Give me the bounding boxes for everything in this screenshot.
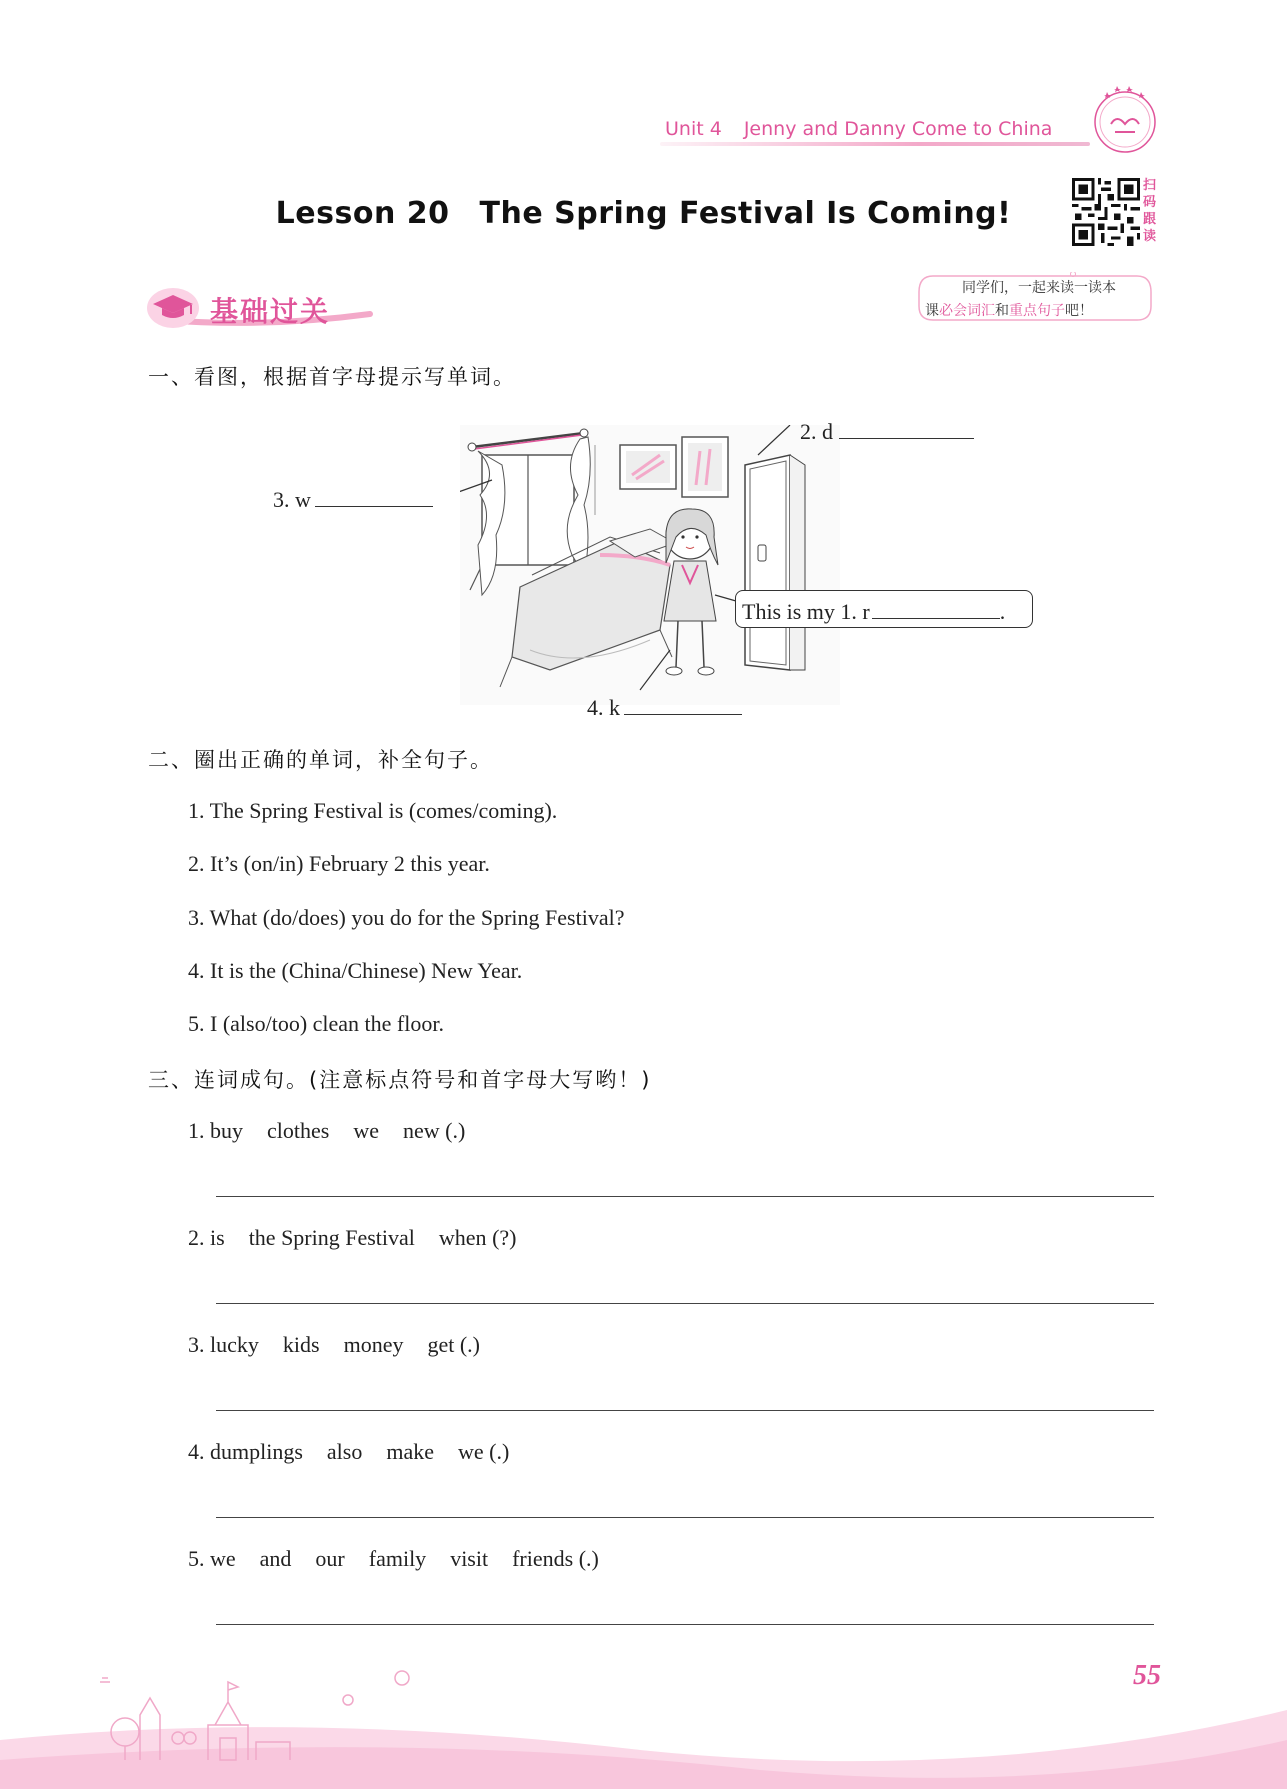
answer-line[interactable] bbox=[216, 1410, 1154, 1411]
part2-item: 1. The Spring Festival is (comes/coming). bbox=[188, 798, 558, 823]
part3-item bbox=[188, 1332, 480, 1358]
item-number: 2. bbox=[188, 1225, 205, 1250]
tip-highlight: 必会词汇 bbox=[939, 303, 995, 319]
unit-number: Unit 4 bbox=[665, 118, 722, 140]
lesson-number: Lesson 20 bbox=[275, 196, 450, 231]
qr-label-char: 扫 bbox=[1143, 178, 1157, 193]
blank-kid[interactable] bbox=[624, 692, 742, 715]
word: visit bbox=[450, 1546, 489, 1571]
word: dumplings bbox=[210, 1439, 303, 1464]
part2-item: 5. I (also/too) clean the floor. bbox=[188, 1011, 444, 1036]
lesson-name: The Spring Festival Is Coming! bbox=[479, 196, 1012, 231]
girl-speech-suffix: . bbox=[999, 599, 1006, 624]
word: lucky bbox=[210, 1332, 259, 1357]
word: our bbox=[315, 1546, 345, 1571]
word: is bbox=[210, 1225, 225, 1250]
word: clothes bbox=[267, 1118, 330, 1143]
tip-text: 和 bbox=[995, 303, 1009, 319]
part3-item bbox=[188, 1439, 509, 1465]
girl-speech-prefix: This is my 1. r bbox=[742, 599, 870, 624]
qr-label-char: 读 bbox=[1143, 229, 1157, 244]
tip-line-1: 同学们，一起来读一读本 bbox=[962, 280, 1116, 296]
word: new bbox=[402, 1118, 440, 1143]
item-number: 1. bbox=[188, 1118, 205, 1143]
qr-label-char: 跟 bbox=[1143, 212, 1157, 227]
blank-door[interactable] bbox=[839, 416, 974, 439]
word: and bbox=[259, 1546, 292, 1571]
word: friends bbox=[512, 1546, 574, 1571]
punctuation-hint: (.) bbox=[578, 1546, 599, 1571]
part2-heading: 二、圈出正确的单词，补全句子。 bbox=[148, 748, 493, 772]
punctuation-hint: (.) bbox=[489, 1439, 510, 1464]
part1-heading: 一、看图，根据首字母提示写单词。 bbox=[148, 365, 516, 389]
qr-label-char: 码 bbox=[1143, 195, 1157, 210]
qr-label bbox=[1143, 177, 1159, 245]
word: also bbox=[326, 1439, 363, 1464]
bedroom-illustration bbox=[460, 425, 840, 705]
part2-item: 2. It’s (on/in) February 2 this year. bbox=[188, 851, 490, 876]
tip-text: 吧！ bbox=[1065, 303, 1093, 319]
blank-room[interactable] bbox=[872, 596, 1000, 619]
punctuation-hint: (?) bbox=[492, 1225, 517, 1250]
answer-line[interactable] bbox=[216, 1196, 1154, 1197]
word: family bbox=[368, 1546, 427, 1571]
punctuation-hint: (.) bbox=[445, 1118, 466, 1143]
qr-code-icon[interactable] bbox=[1072, 178, 1140, 246]
girl-speech-text bbox=[742, 596, 1005, 625]
label-window-text: 3. w bbox=[273, 487, 311, 512]
punctuation-hint: (.) bbox=[459, 1332, 481, 1357]
answer-line[interactable] bbox=[216, 1303, 1154, 1304]
label-door bbox=[800, 416, 974, 445]
header-rule bbox=[660, 142, 1090, 146]
label-kid bbox=[587, 692, 742, 721]
page-number: 55 bbox=[1133, 1660, 1161, 1691]
item-number: 4. bbox=[188, 1439, 205, 1464]
part2-item: 3. What (do/does) you do for the Spring Festival? bbox=[188, 905, 625, 930]
section-title: 基础过关 bbox=[210, 295, 331, 328]
word: get bbox=[427, 1332, 455, 1357]
part3-heading: 三、连词成句。(注意标点符号和首字母大写哟！) bbox=[148, 1068, 652, 1092]
word: when bbox=[438, 1225, 487, 1250]
word: money bbox=[343, 1332, 404, 1357]
footer-decoration bbox=[0, 1610, 1287, 1789]
label-door-text: 2. d bbox=[800, 419, 833, 444]
part3-item bbox=[188, 1118, 465, 1144]
answer-line[interactable] bbox=[216, 1517, 1154, 1518]
unit-header bbox=[665, 118, 1052, 140]
tip-text: 课 bbox=[925, 303, 939, 319]
part3-item bbox=[188, 1546, 599, 1572]
crown-emblem-icon bbox=[1085, 78, 1165, 158]
tip-line-2 bbox=[925, 300, 1093, 320]
word: we bbox=[458, 1439, 484, 1464]
word: the Spring Festival bbox=[248, 1225, 415, 1250]
label-kid-text: 4. k bbox=[587, 695, 620, 720]
label-window bbox=[273, 484, 433, 513]
word: we bbox=[353, 1118, 379, 1143]
item-number: 3. bbox=[188, 1332, 205, 1357]
tip-highlight: 重点句子 bbox=[1009, 303, 1065, 319]
blank-window[interactable] bbox=[315, 484, 433, 507]
word: buy bbox=[210, 1118, 243, 1143]
part3-item bbox=[188, 1225, 516, 1251]
item-number: 5. bbox=[188, 1546, 205, 1571]
word: make bbox=[386, 1439, 435, 1464]
word: kids bbox=[282, 1332, 320, 1357]
unit-title: Jenny and Danny Come to China bbox=[743, 118, 1053, 140]
part2-item: 4. It is the (China/Chinese) New Year. bbox=[188, 958, 523, 983]
word: we bbox=[210, 1546, 236, 1571]
